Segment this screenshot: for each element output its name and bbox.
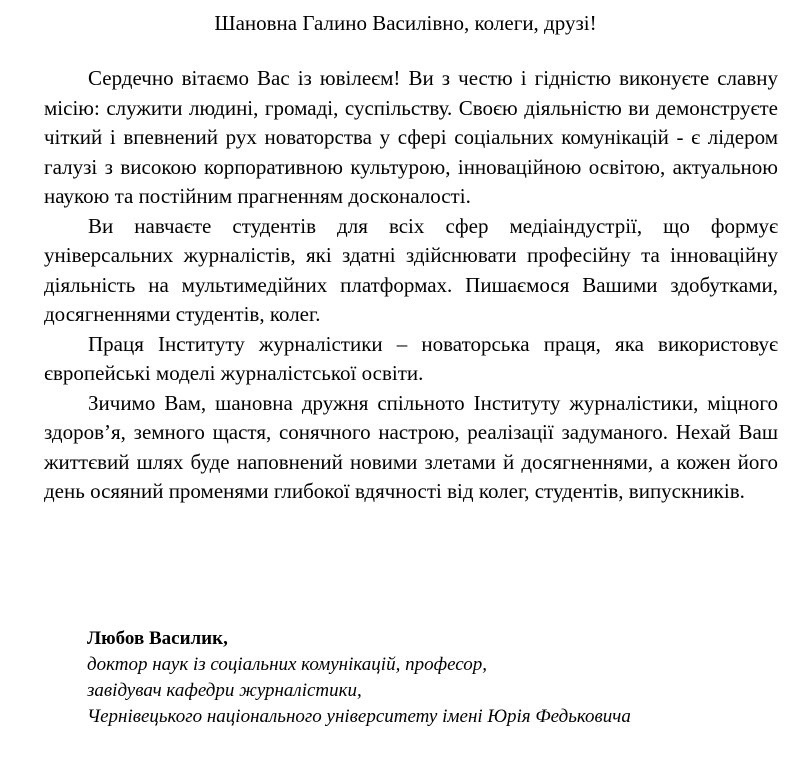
signature-name: Любов Василик,	[87, 628, 228, 649]
letter-paragraph: Зичимо Вам, шановна дружня спільното Інституту журналістики, міцного здоров’я, земного щастя, сонячного настрою, реалізації задуманого. Нехай Ваш життєвий шлях буде наповнений новими злетами й досягненнями, а кожен його день осяяний променями глибокої вдячності від колег, студентів, випускників.	[44, 390, 778, 503]
letter-body	[44, 64, 778, 507]
signature-institution: Чернівецького національного університету імені Юрія Федьковича	[87, 706, 631, 727]
signature-position: завідувач кафедри журналістики,	[87, 680, 362, 701]
signature-block	[87, 626, 767, 730]
letter-greeting: Шановна Галино Василівно, колеги, друзі!	[214, 11, 597, 35]
letter-paragraph: Сердечно вітаємо Вас із ювілеєм! Ви з честю і гідністю виконуєте славну місію: служити людині, громаді, суспільству. Своєю діяльністю ви демонструєте чіткий і впевнений рух новаторства у сфері соціальних комунікацій - є лідером галузі з високою корпоративною культурою, інноваційною освітою, актуальною наукою та постійним прагненням досконалості.	[44, 66, 778, 208]
letter-paragraph: Праця Інституту журналістики – новаторська праця, яка використовує європейські моделі журналістської освіти.	[44, 331, 778, 385]
letter-paragraph: Ви навчаєте студентів для всіх сфер медіаіндустрії, що формує універсальних журналістів, які здатні здійснювати професійну та інноваційну діяльність на мультимедійних платформах. Пишаємося Вашими здобутками, досягненнями студентів, колег.	[44, 213, 778, 326]
signature-title: доктор наук із соціальних комунікацій, професор,	[87, 654, 487, 675]
